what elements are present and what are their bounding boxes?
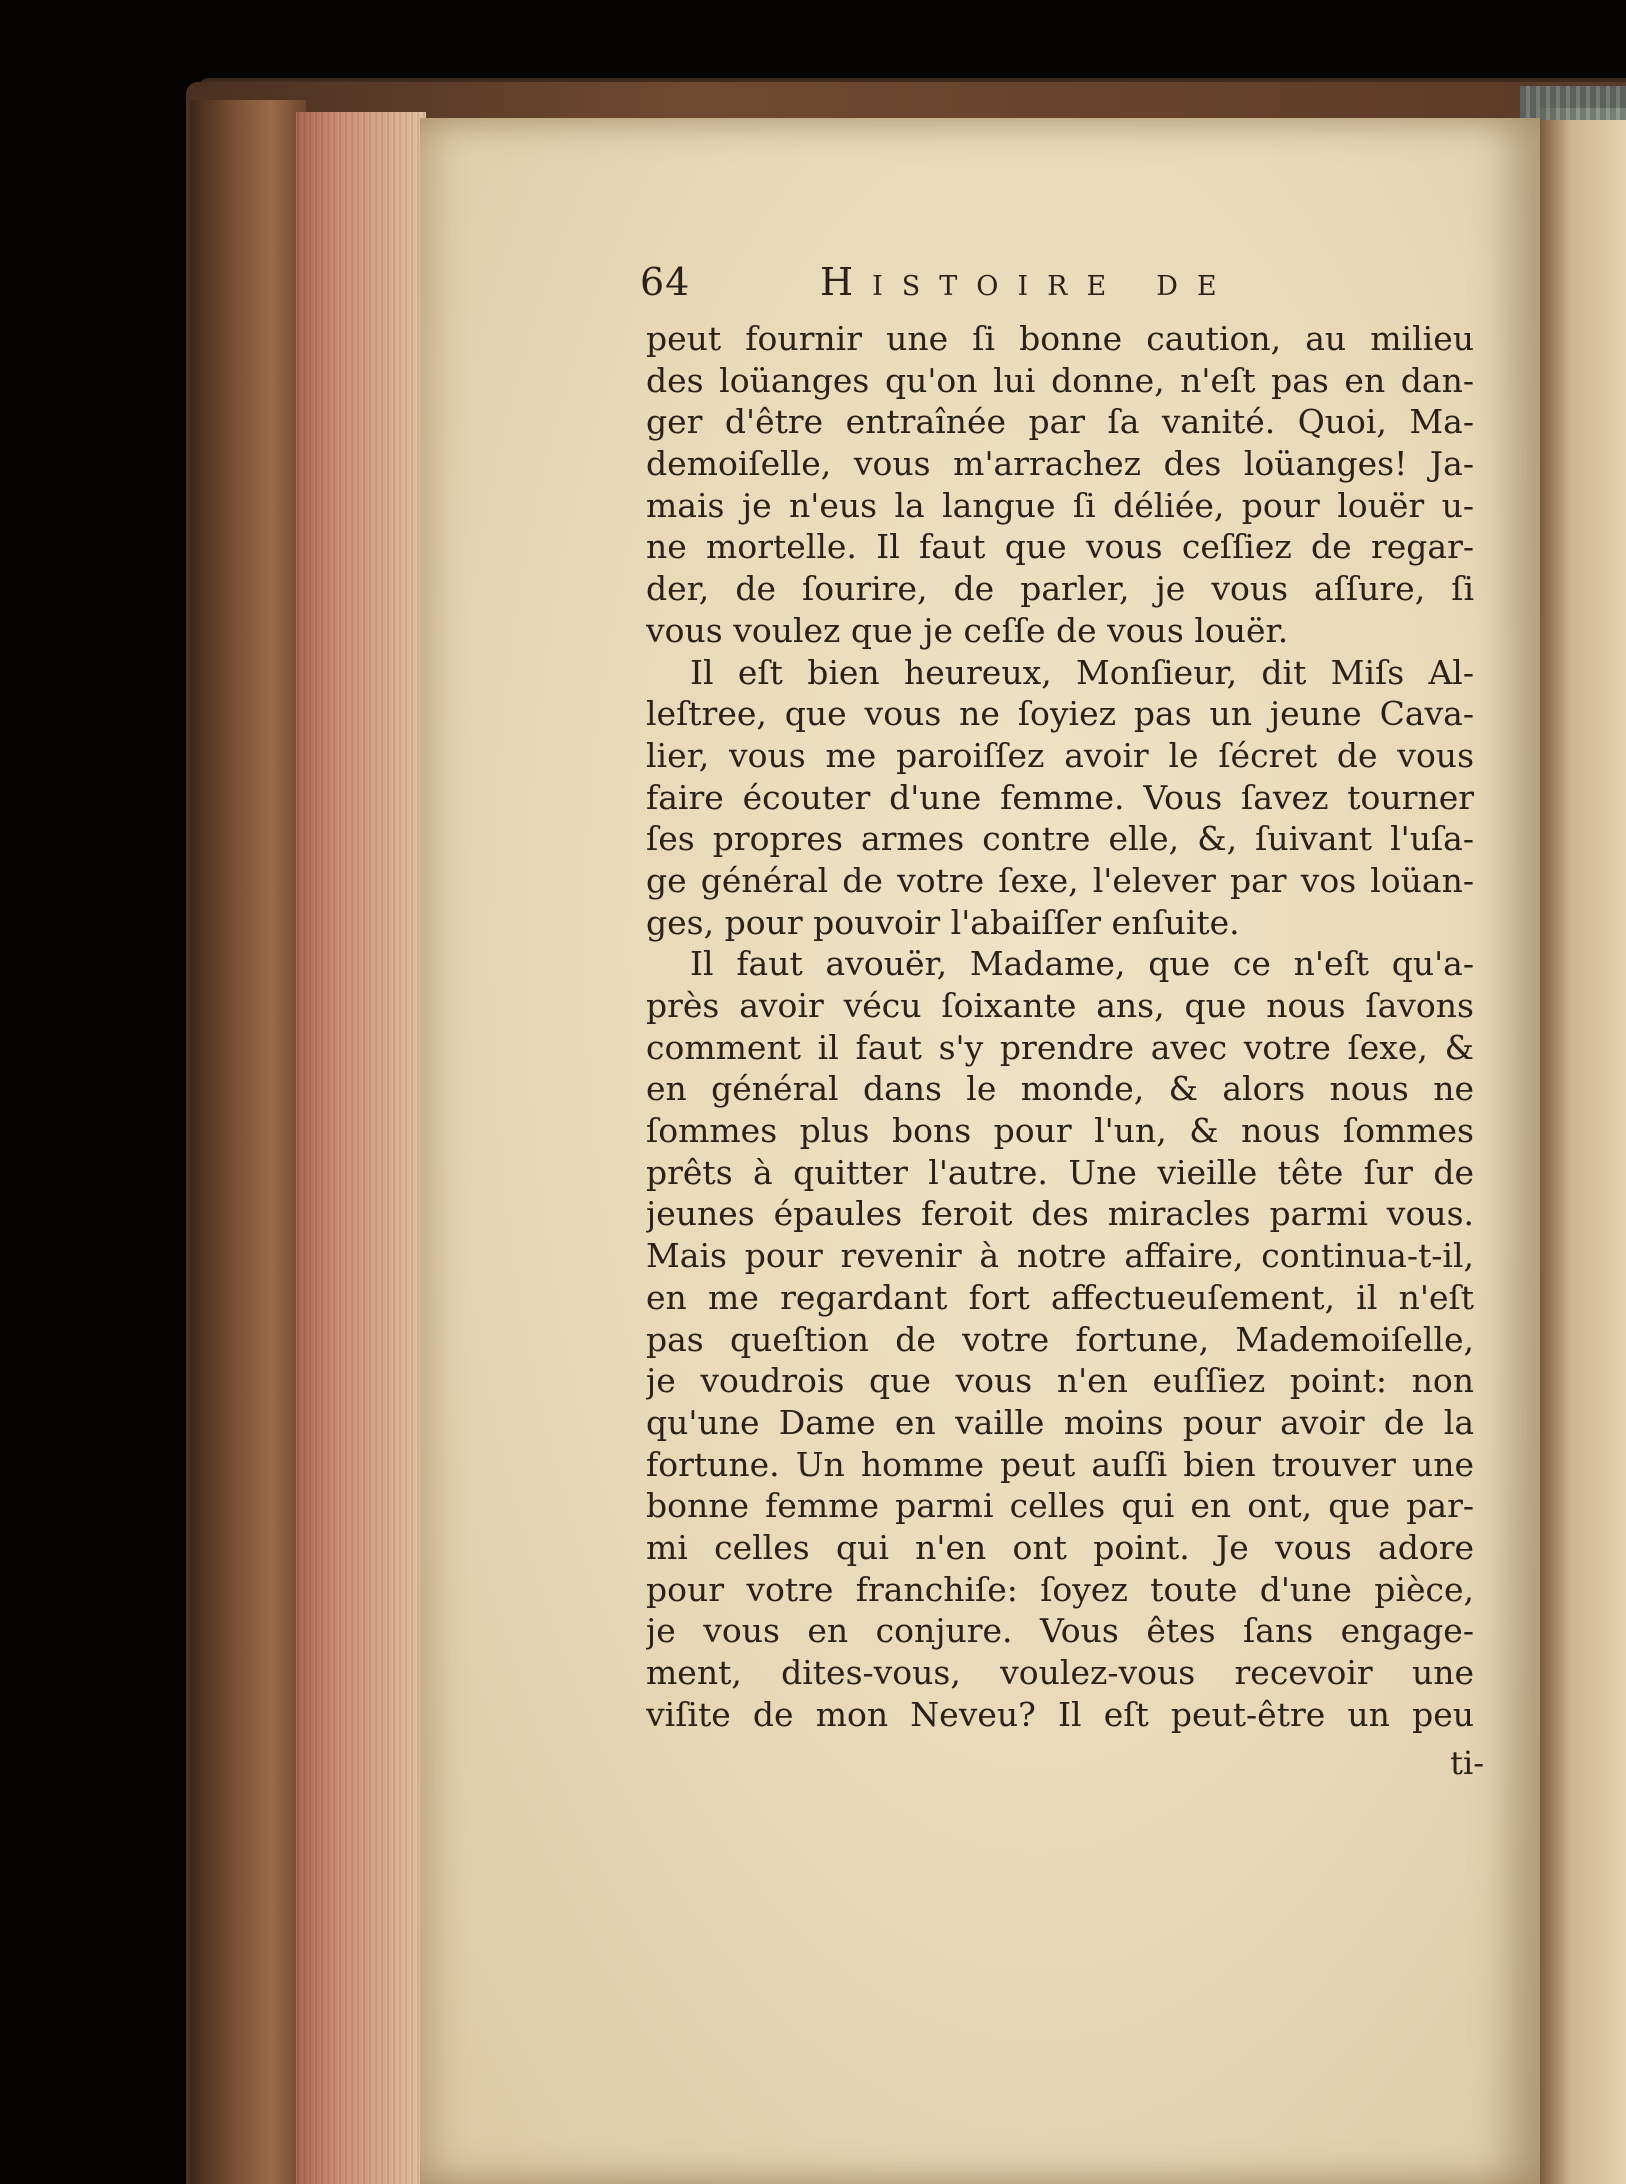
- text-line: ge général de votre ſexe, l'elever par vos loüan-: [646, 860, 1474, 900]
- text-line: peut fournir une ſi bonne caution, au milieu: [646, 319, 1474, 358]
- text-line: ne mortelle. Il faut que vous ceſſiez de regar-: [646, 527, 1474, 567]
- text-line: jeunes épaules feroit des miracles parmi vous.: [646, 1194, 1474, 1234]
- text-line: ſes propres armes contre elle, &, ſuivant l'uſa-: [646, 819, 1474, 859]
- text-line: mi celles qui n'en ont point. Je vous adore: [646, 1527, 1474, 1567]
- page-number: 64: [640, 260, 691, 304]
- text-line: bonne femme parmi celles qui en ont, que par-: [646, 1486, 1474, 1526]
- text-line: ſommes plus bons pour l'un, & nous ſommes: [646, 1111, 1474, 1151]
- text-line: pas queſtion de votre fortune, Mademoiſelle,: [646, 1319, 1474, 1359]
- text-line: lier, vous me paroiſſez avoir le ſécret de vous: [646, 735, 1474, 775]
- text-line: viſite de mon Neveu? Il eſt peut-être un peu: [646, 1694, 1474, 1734]
- text-line: qu'une Dame en vaille moins pour avoir de la: [646, 1402, 1474, 1442]
- text-line: mais je n'eus la langue ſi déliée, pour louër u-: [646, 485, 1474, 525]
- text-line: vous voulez que je ceſſe de vous louër.: [646, 610, 1289, 650]
- text-line: pour votre franchiſe: ſoyez toute d'une pièce,: [646, 1569, 1474, 1609]
- red-page-edges: [296, 112, 426, 2184]
- text-line: en me regardant fort affectueuſement, il n'eſt: [646, 1277, 1474, 1317]
- text-line: des loüanges qu'on lui donne, n'eſt pas en dan-: [646, 360, 1474, 400]
- running-title: Histoire de: [820, 260, 1236, 304]
- text-line: demoiſelle, vous m'arrachez des loüanges! Ja-: [646, 444, 1474, 484]
- page-header: [640, 260, 1420, 310]
- text-line: leſtree, que vous ne ſoyiez pas un jeune Cava-: [646, 694, 1474, 734]
- catchword: ti-: [1450, 1744, 1484, 1782]
- text-line: faire écouter d'une femme. Vous ſavez tourner: [646, 777, 1474, 817]
- leather-spine-edge: [190, 100, 306, 2184]
- headband-ribbon: [1520, 86, 1626, 120]
- text-line: en général dans le monde, & alors nous ne: [646, 1069, 1474, 1109]
- body-text: [646, 318, 1474, 1735]
- text-line: fortune. Un homme peut auſſi bien trouver une: [646, 1444, 1474, 1484]
- text-line: ment, dites-vous, voulez-vous recevoir une: [646, 1653, 1474, 1692]
- text-line: je vous en conjure. Vous êtes ſans engage-: [646, 1611, 1474, 1651]
- text-line: prêts à quitter l'autre. Une vieille tête ſur de: [646, 1152, 1474, 1192]
- text-line: der, de ſourire, de parler, je vous aſſure, ſi: [646, 569, 1474, 609]
- text-line: je voudrois que vous n'en euſſiez point: non: [646, 1361, 1474, 1401]
- text-line: ges, pour pouvoir l'abaiſſer enſuite.: [646, 902, 1240, 942]
- text-line: Mais pour revenir à notre affaire, continua-t-il,: [646, 1236, 1474, 1276]
- facing-page-gutter: [1540, 108, 1626, 2184]
- text-line: ger d'être entraînée par ſa vanité. Quoi, Ma-: [646, 402, 1474, 442]
- text-line: près avoir vécu ſoixante ans, que nous ſavons: [646, 986, 1474, 1025]
- text-line: Il eſt bien heureux, Monſieur, dit Miſs Al-: [690, 652, 1474, 692]
- text-line: Il faut avouër, Madame, que ce n'eſt qu'a-: [690, 944, 1474, 984]
- text-line: comment il faut s'y prendre avec votre ſexe, &: [646, 1027, 1474, 1067]
